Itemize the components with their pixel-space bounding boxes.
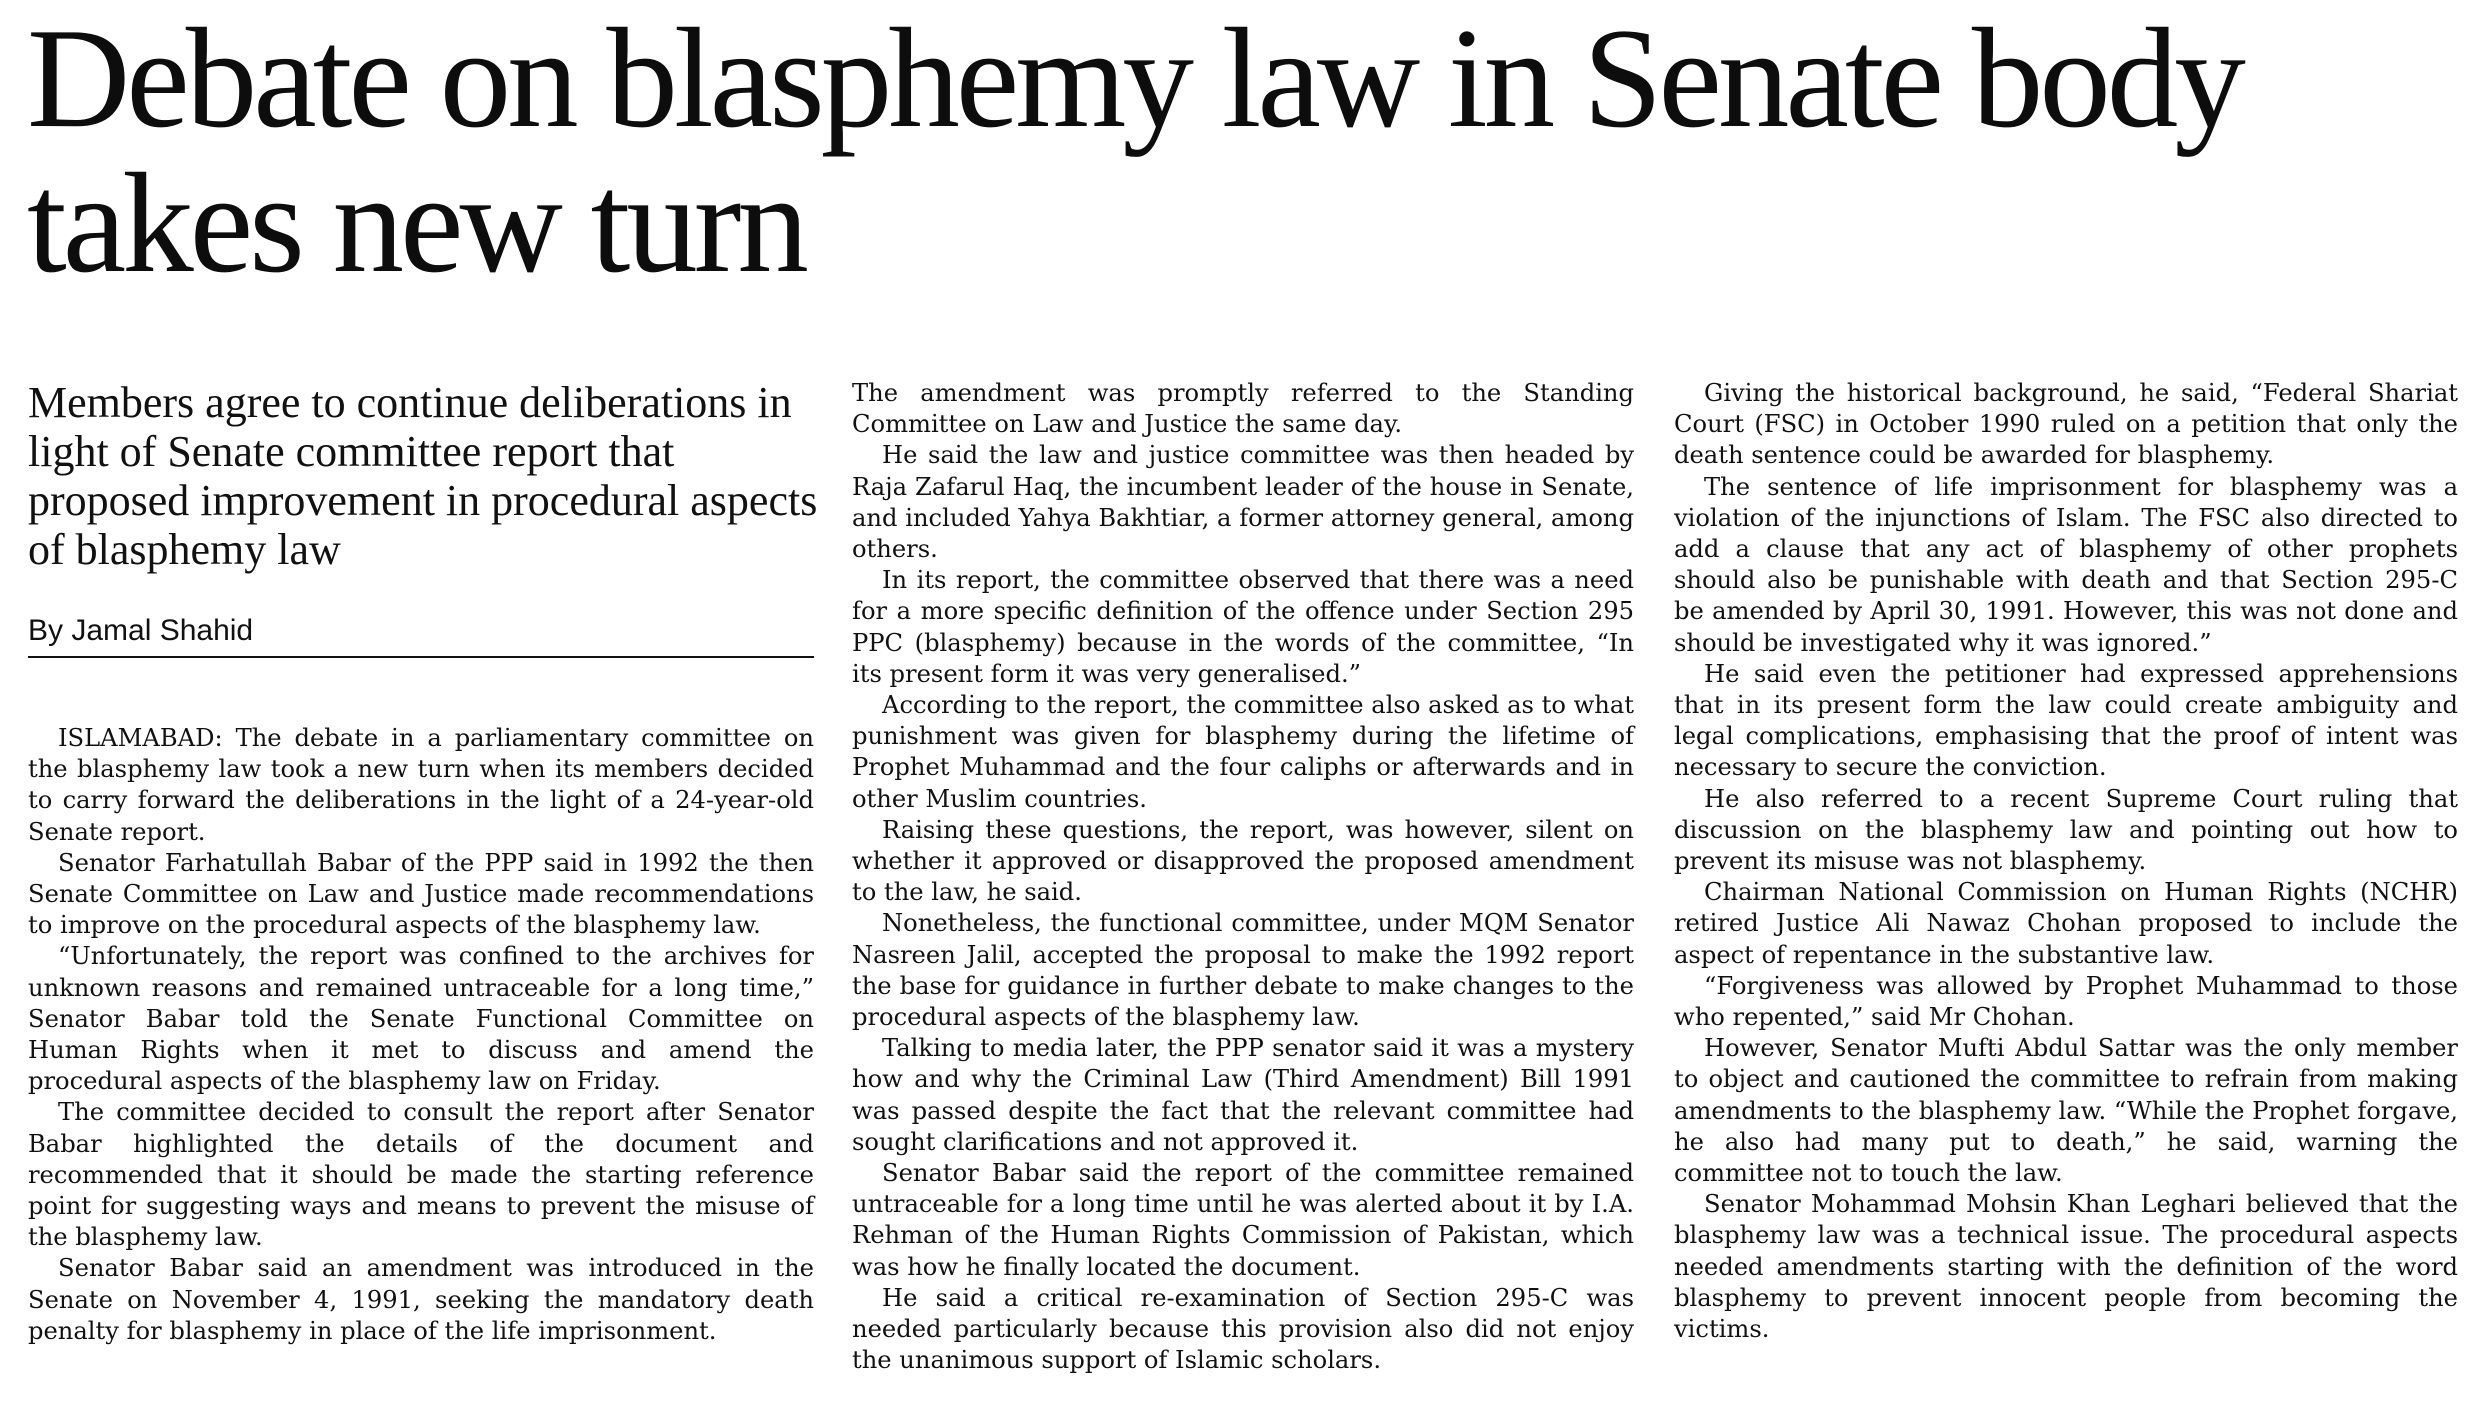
paragraph: Senator Babar said the report of the committee remained untraceable for a long time until he was alerted about it by I.A. Rehman of the Human Rights Commission of Pakistan, which was how he finally located the document. [852,1159,1634,1281]
headline: Debate on blasphemy law in Senate body takes new turn [27,0,2242,302]
byline: By Jamal Shahid [28,614,254,647]
paragraph: He said the law and justice committee was then headed by Raja Zafarul Haq, the incumbent leader of the house in Senate, and included Yahya Bakhtiar, a former attorney general, among others. [852,441,1634,564]
paragraph: Raising these questions, the report, was however, silent on whether it approved or disapproved the proposed amendment to the law, he said. [852,815,1634,907]
paragraph: According to the report, the committee also asked as to what punishment was given for blasphemy during the lifetime of Prophet Muhammad and the four caliphs or afterwards and in other Muslim countries. [852,691,1634,813]
paragraph: Senator Farhatullah Babar of the PPP said in 1992 the then Senate Committee on Law and Justice made recommendations to improve on the procedural aspects of the blasphemy law. [28,848,814,940]
paragraph: He said even the petitioner had expressed apprehensions that in its present form the law could create ambiguity and legal complications, emphasising that the proof of intent was necessary to secure the conviction. [1674,659,2458,782]
paragraph: However, Senator Mufti Abdul Sattar was the only member to object and cautioned the committee to refrain from making amendments to the blasphemy law. “While the Prophet forgave, he also had many put to death,” he said, warning the committee not to touch the law. [1674,1034,2458,1188]
paragraph: “Unfortunately, the report was confined to the archives for unknown reasons and remained untraceable for a long time,” Senator Babar told the Senate Functional Committee on Human Rights when it met to discuss and amend the procedural aspects of the blasphemy law on Friday. [28,942,814,1096]
paragraph: Senator Babar said an amendment was introduced in the Senate on November 4, 1991, seeking the mandatory death penalty for blasphemy in place of the life imprisonment. [28,1254,814,1345]
paragraph: The sentence of life imprisonment for blasphemy was a violation of the injunctions of Islam. The FSC also directed to add a clause that any act of blasphemy of other prophets should also be punishable with death and that Section 295-C be amended by April 30, 1991. However, this was not done and should be investigated why it was ignored.” [1674,472,2458,657]
paragraph: In its report, the committee observed that there was a need for a more specific definition of the offence under Section 295 PPC (blasphemy) because in the words of the committee, “In its present form it was very generalised.” [852,566,1634,688]
article-column-3 [1674,378,2458,1345]
deck-subheadline: Members agree to continue deliberations in light of Senate committee report that proposed improvement in procedural aspects of blasphemy law [28,378,818,574]
article-column-1 [28,723,814,1347]
byline-rule [28,656,814,658]
paragraph: Talking to media later, the PPP senator said it was a mystery how and why the Criminal Law (Third Amendment) Bill 1991 was passed despite the fact that the relevant committee had sought clarifications and not approved it. [852,1034,1634,1156]
paragraph: Giving the historical background, he said, “Federal Shariat Court (FSC) in October 1990 ruled on a petition that only the death sentence could be awarded for blasphemy. [1674,379,2458,470]
paragraph: ISLAMABAD: The debate in a parliamentary committee on the blasphemy law took a new turn when its members decided to carry forward the deliberations in the light of a 24-year-old Senate report. [28,724,814,846]
paragraph: The amendment was promptly referred to the Standing Committee on Law and Justice the same day. [852,379,1634,439]
paragraph: Chairman National Commission on Human Rights (NCHR) retired Justice Ali Nawaz Chohan proposed to include the aspect of repentance in the substantive law. [1674,878,2458,969]
paragraph: Senator Mohammad Mohsin Khan Leghari believed that the blasphemy law was a technical issue. The procedural aspects needed amendments starting with the definition of the word blasphemy to prevent innocent people from becoming the victims. [1674,1190,2458,1344]
paragraph: He also referred to a recent Supreme Court ruling that discussion on the blasphemy law and pointing out how to prevent its misuse was not blasphemy. [1674,784,2458,876]
paragraph: Nonetheless, the functional committee, under MQM Senator Nasreen Jalil, accepted the proposal to make the 1992 report the base for guidance in further debate to make changes to the procedural aspects of the blasphemy law. [852,909,1634,1032]
paragraph: The committee decided to consult the report after Senator Babar highlighted the details of the document and recommended that it should be made the starting reference point for suggesting ways and means to prevent the misuse of the blasphemy law. [28,1098,814,1252]
paragraph: “Forgiveness was allowed by Prophet Muhammad to those who repented,” said Mr Chohan. [1674,971,2458,1032]
paragraph: He said a critical re-examination of Section 295-C was needed particularly because this provision also did not enjoy the unanimous support of Islamic scholars. [852,1283,1634,1375]
article-column-2 [852,378,1634,1377]
